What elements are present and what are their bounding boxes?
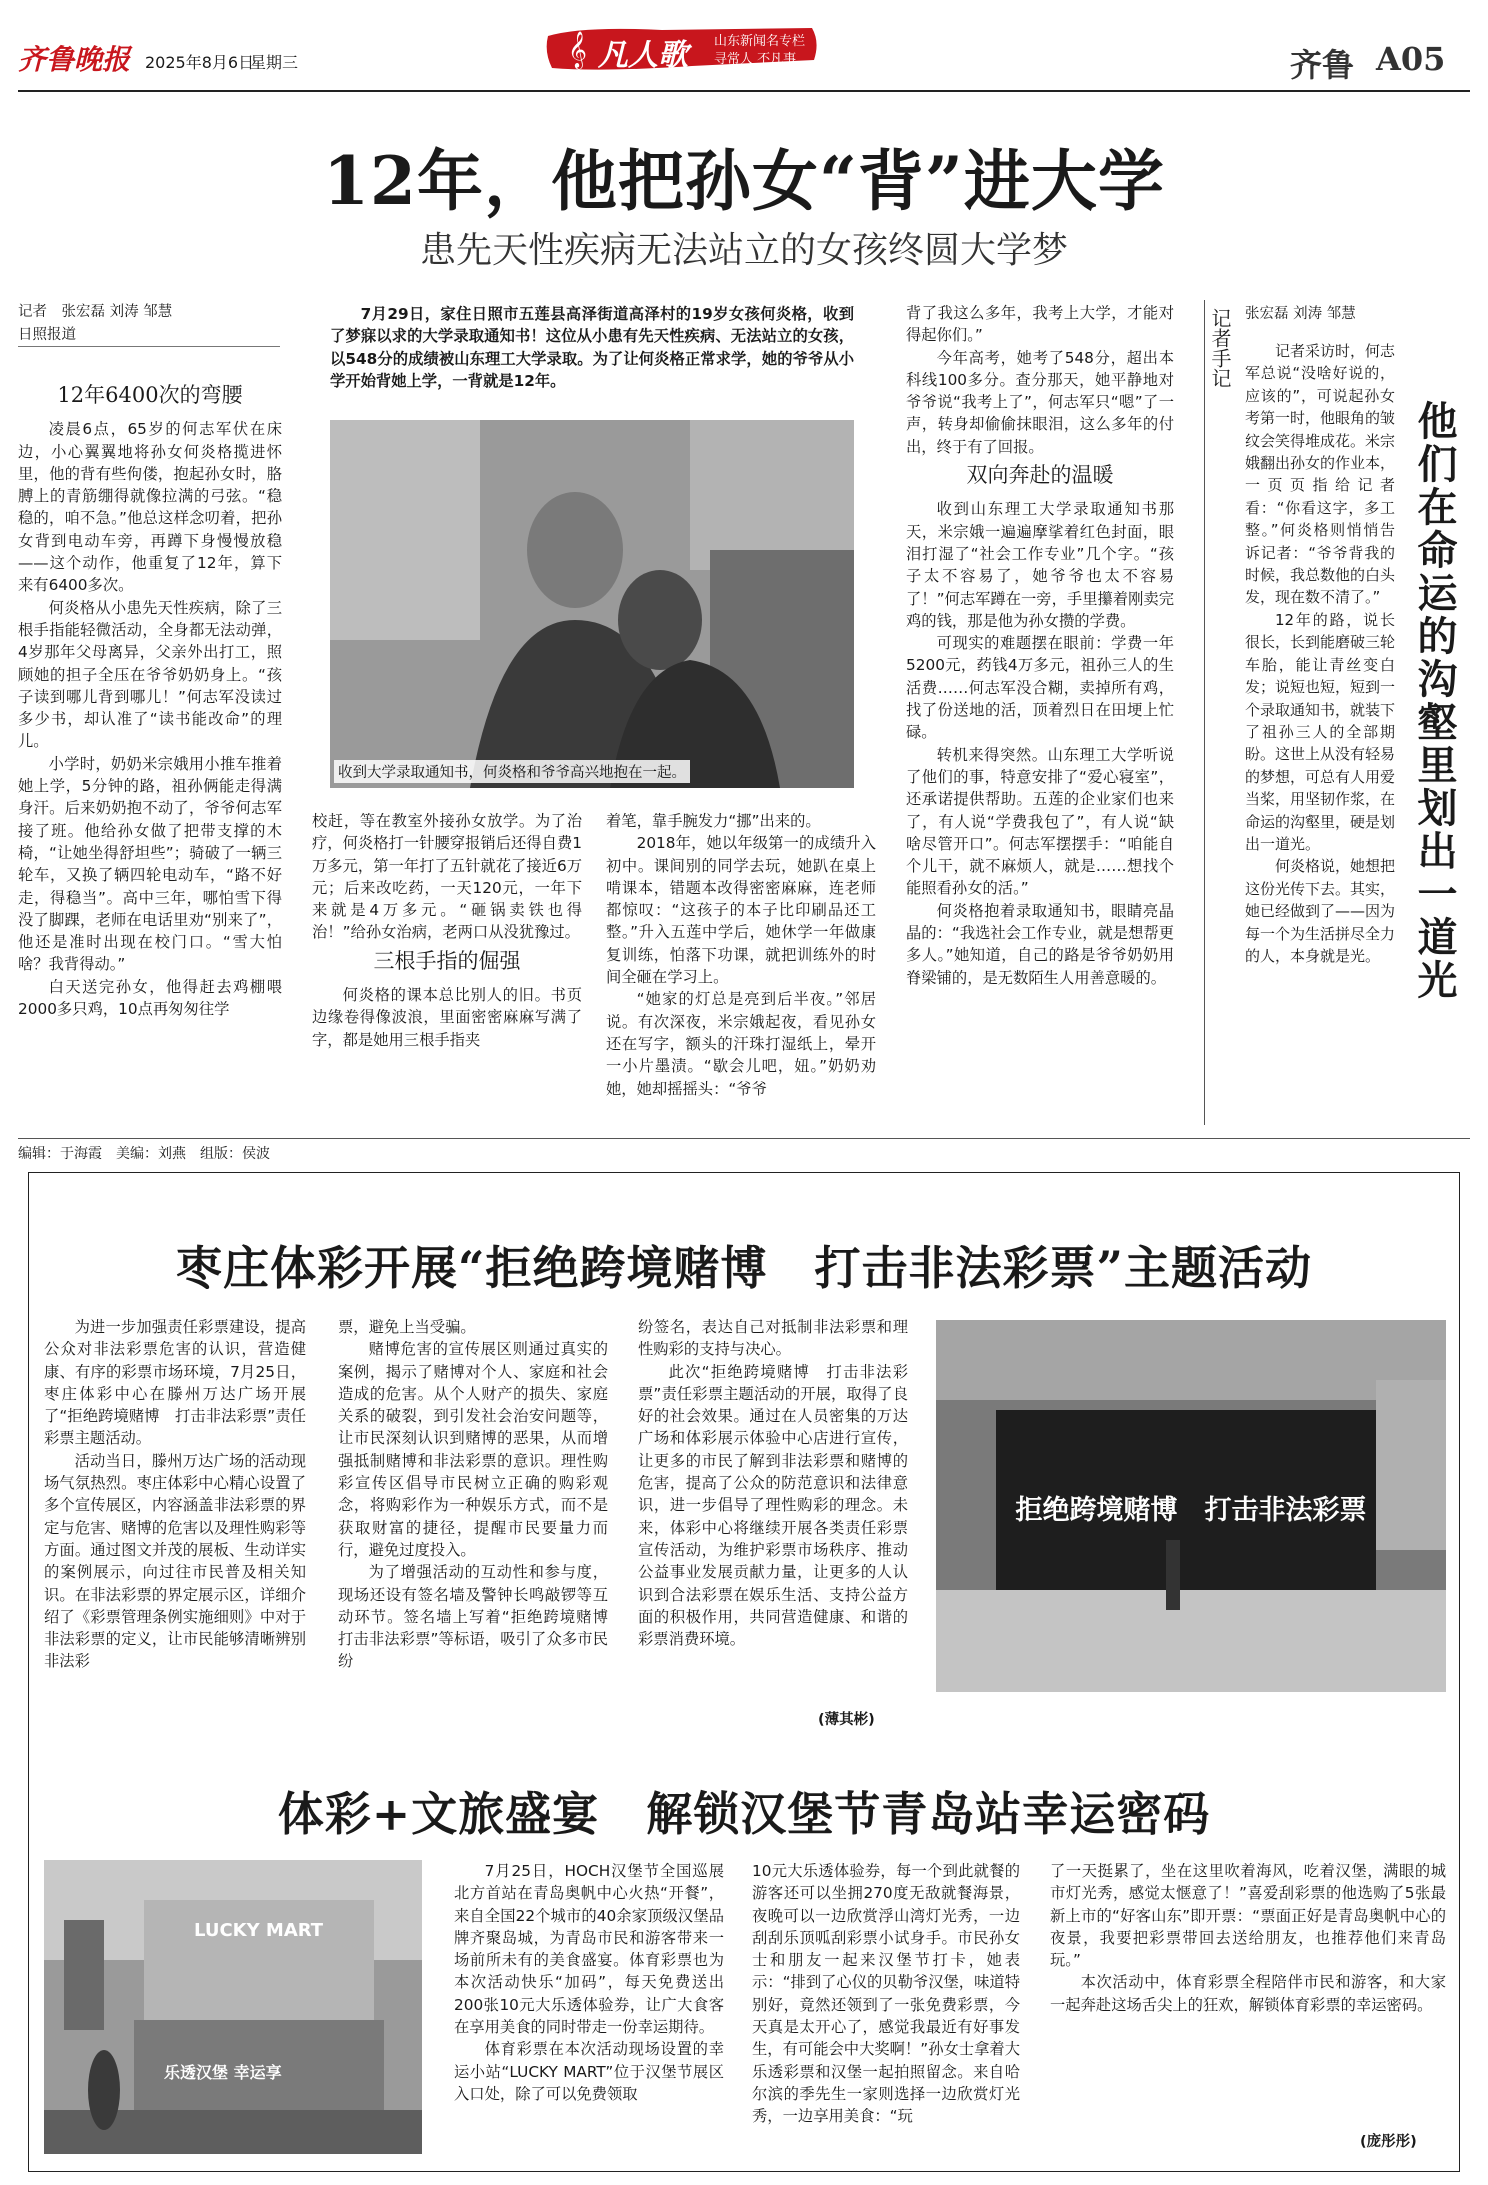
- ad1-c1-p1: 为进一步加强责任彩票建设，提高公众对非法彩票危害的认识，营造健康、有序的彩票市场环境，7月25日，枣庄体彩中心在滕州万达广场开展了“拒绝跨境赌博 打击非法彩票”责任彩票主题活动。: [44, 1318, 306, 1448]
- byline-rule: [18, 346, 280, 347]
- main-c1-p2: 何炎格从小患先天性疾病，除了三根手指能轻微活动，全身都无法动弹，4岁那年父母离异，父亲外出打工，照顾她的担子全压在爷爷奶奶身上。“孩子读到哪儿背到哪儿！”何志军没读过多少书，却认准了“读书能改命”的理儿。: [18, 598, 282, 751]
- main-subhead: 患先天性疾病无法站立的女孩终圆大学梦: [419, 230, 1068, 271]
- note-p3: 何炎格说，她想把这份光传下去。其实，她已经做到了——因为每一个为生活拼尽全力的人，本身就是光。: [1245, 857, 1396, 965]
- note-byline: 张宏磊 刘涛 邹慧: [1245, 306, 1356, 322]
- column-logo-text: 凡人歌: [598, 38, 688, 73]
- main-c4-p1: 背了我这么多年，我考上大学，才能对得起你们。”: [906, 304, 1174, 345]
- main-c4-p2: 今年高考，她考了548分，超出本科线100多分。查分那天，她平静地对爷爷说“我考上了”，何志军只“嗯”了一声，转身却偷偷抹眼泪，这么多年的付出，终于有了回报。: [906, 348, 1174, 456]
- main-column-4: [906, 302, 1174, 1135]
- ad2-column-2: [752, 1860, 1020, 2160]
- ad1-author: (薄其彬): [818, 1712, 875, 1728]
- ad2-headline: 体彩+文旅盛宴 解锁汉堡节青岛站幸运密码: [277, 1787, 1211, 1841]
- main-byline-location: 日照报道: [18, 327, 76, 343]
- column-tag-1: 山东新闻名专栏: [714, 34, 806, 49]
- main-c2-p1: 校赶，等在教室外接孙女放学。为了治疗，何炎格打一针腰穿报销后还得自费1万多元，第一年打了五针就花了接近6万元；后来改吃药，一天120元，一年下来就是4万多元。“砸锅卖铁也得治！”给孙女治病，老两口从没犹豫过。: [312, 812, 582, 942]
- column-tag-2: 寻常人 不凡事: [714, 52, 797, 67]
- main-photo-illustration: [330, 420, 854, 788]
- lead-paragraph: 7月29日，家住日照市五莲县高泽街道高泽村的19岁女孩何炎格，收到了梦寐以求的大学录取通知书！这位从小患有先天性疾病、无法站立的女孩，以548分的成绩被山东理工大学录取。为了让何炎格正常求学，她的爷爷从小学开始背她上学，一背就是12年。: [330, 305, 854, 390]
- subhead-1: 12年6400次的弯腰: [57, 383, 243, 407]
- masthead-date: 2025年8月6日: [145, 53, 255, 72]
- main-column-2: [312, 810, 582, 1135]
- ad1-photo: [936, 1320, 1446, 1692]
- ad2-photo: [44, 1860, 422, 2154]
- ad2-column-1: [454, 1860, 724, 2160]
- ad2-c1-p2: 体育彩票在本次活动现场设置的幸运小站“LUCKY MART”位于汉堡节展区入口处，除了可以免费领取: [454, 2040, 724, 2103]
- main-c1-p1: 凌晨6点，65岁的何志军伏在床边，小心翼翼地将孙女何炎格揽进怀里，他的背有些佝偻，抱起孙女时，胳膊上的青筋绷得就像拉满的弓弦。“稳稳的，咱不急。”他总这样念叨着，把孙女背到电动车旁，再蹲下身慢慢放稳——这个动作，他重复了12年，算下来有6400多次。: [18, 420, 282, 595]
- ad2-photo-illustration: [44, 1860, 422, 2154]
- note-left-rule: [1204, 300, 1205, 1125]
- subhead-3: 双向奔赴的温暖: [966, 463, 1114, 488]
- ad1-c1-p2: 活动当日，滕州万达广场的活动现场气氛热烈。枣庄体彩中心精心设置了多个宣传展区，内容涵盖非法彩票的界定与危害、赌博的危害以及理性购彩等方面。通过图文并茂的展板、生动详实的案例展示，向过往市民普及相关知识。在非法彩票的界定展示区，详细介绍了《彩票管理条例实施细则》中对于非法彩票的定义，让市民能够清晰辨别非法彩: [44, 1451, 306, 1671]
- main-c3-p3: “她家的灯总是亮到后半夜。”邻居说。有次深夜，米宗娥起夜，看见孙女还在写字，额头的汗珠打湿纸上，晕开一小片墨渍。“歇会儿吧，妞。”奶奶劝她，她却摇摇头：“爷爷: [606, 990, 876, 1098]
- ad1-column-1: [44, 1316, 306, 1724]
- treble-clef-icon: 𝄞: [568, 30, 587, 68]
- main-c1-p4: 白天送完孙女，他得赶去鸡棚喂2000多只鸡，10点再匆匆往学: [18, 977, 282, 1019]
- ad1-column-2: [338, 1316, 624, 1724]
- main-c4-p4: 可现实的难题摆在眼前：学费一年5200元，药钱4万多元，祖孙三人的生活费……何志军没合糊，卖掉所有鸡，找了份送地的活，顶着烈日在田埂上忙碌。: [906, 634, 1174, 742]
- ad1-column-3: [638, 1316, 908, 1706]
- column-logo-banner: [542, 22, 822, 78]
- ad1-c3-p2: 此次“拒绝跨境赌博 打击非法彩票”责任彩票主题活动的开展，取得了良好的社会效果。通过在人员密集的万达广场和体彩展示体验中心店进行宣传，让更多的市民了解到非法彩票和赌博的危害，提高了公众的防范意识和法律意识，进一步倡导了理性购彩的理念。未来，体彩中心将继续开展各类责任彩票宣传活动，为维护彩票市场秩序、推动公益事业发展贡献力量，让更多的人认识到合法彩票在娱乐生活、支持公益方面的积极作用，共同营造健康、和谐的彩票消费环境。: [638, 1362, 908, 1649]
- masthead-paper-name: 齐鲁晚报: [18, 43, 131, 76]
- main-photo: [330, 420, 854, 788]
- ad1-photo-banner: 拒绝跨境赌博 打击非法彩票: [1015, 1495, 1367, 1526]
- main-column-3: [606, 810, 876, 1135]
- masthead-rule: [18, 90, 1470, 92]
- ad2-c3-p2: 本次活动中，体育彩票全程陪伴市民和游客，和大家一起奔赴这场舌尖上的狂欢，解锁体育彩票的幸运密码。: [1050, 1973, 1446, 2014]
- section-name: 齐鲁: [1290, 46, 1355, 84]
- note-p1: 记者采访时，何志军总说“没啥好说的，应该的”，可说起孙女考第一时，他眼角的皱纹会笑得堆成花。米宗娥翻出孙女的作业本，一页页指给记者看：“你看这字，多工整。”何炎格则悄悄告诉记者：“爷爷背我的时候，我总数他的白头发，现在数不清了。”: [1245, 342, 1396, 607]
- editors-line: 编辑：于海霞 美编：刘燕 组版：侯波: [18, 1146, 270, 1162]
- masthead-weekday: 星期三: [250, 53, 299, 72]
- ad2-photo-sign: LUCKY MART: [194, 1920, 324, 1941]
- ad2-column-3: [1050, 1860, 1446, 2130]
- ad2-c3-p1: 了一天挺累了，坐在这里吹着海风，吃着汉堡，满眼的城市灯光秀，感觉太惬意了！”喜爱刮彩票的他选购了5张最新上市的“好客山东”即开票：“票面正好是青岛奥帆中心的夜景，我要把彩票带回去送给朋友，也推荐他们来青岛玩。”: [1050, 1862, 1446, 1970]
- ad2-c1-p1: 7月25日，HOCH汉堡节全国巡展北方首站在青岛奥帆中心火热“开餐”，来自全国22个城市的40余家顶级汉堡品牌齐聚岛城，为青岛市民和游客带来一场前所未有的美食盛宴。体育彩票也为本次活动快乐“加码”，每天免费送出200张10元大乐透体验券，让广大食客在享用美食的同时带走一份幸运期待。: [454, 1862, 724, 2037]
- ad1-c3-p1: 纷签名，表达自己对抵制非法彩票和理性购彩的支持与决心。: [638, 1318, 908, 1359]
- ad1-headline: 枣庄体彩开展“拒绝跨境赌博 打击非法彩票”主题活动: [176, 1241, 1312, 1295]
- main-c2-p2: 何炎格的课本总比别人的旧。书页边缘卷得像波浪，里面密密麻麻写满了字，都是她用三根手指夹: [312, 986, 582, 1049]
- ad2-c2-p1: 10元大乐透体验券，每一个到此就餐的游客还可以坐拥270度无敌就餐海景，夜晚可以一边欣赏浮山湾灯光秀，一边刮刮乐顶呱刮彩票小试身手。市民孙女士和朋友一起来汉堡节打卡，她表示：“排到了心仪的贝勒爷汉堡，味道特别好，竟然还领到了一张免费彩票，今天真是太开心了，感觉我最近有好事发生，有可能会中大奖啊！”孙女士拿着大乐透彩票和汉堡一起拍照留念。来自哈尔滨的季先生一家则选择一边欣赏灯光秀，一边享用美食：“玩: [752, 1862, 1020, 2126]
- main-c4-p5: 转机来得突然。山东理工大学听说了他们的事，特意安排了“爱心寝室”，还承诺提供帮助。五莲的企业家们也来了，有人说“学费我包了”，有人说“缺啥尽管开口”。何志军摆摆手：“咱能自个儿干，就不麻烦人，就是……想找个能照看孙女的活。”: [906, 745, 1174, 898]
- page-number: A05: [1376, 40, 1446, 78]
- main-c3-p2: 2018年，她以年级第一的成绩升入初中。课间别的同学去玩，她趴在桌上啃课本，错题本改得密密麻麻，连老师都惊叹：“这孩子的本子比印刷品还工整。”升入五莲中学后，她休学一年做康复训练，怕落下功课，就把训练外的时间全砸在学习上。: [606, 834, 876, 987]
- main-c4-p6: 何炎格抱着录取通知书，眼睛亮晶晶的：“我选社会工作专业，就是想帮更多人。”她知道，自己的路是爷爷奶奶用脊梁铺的，是无数陌生人用善意暖的。: [906, 901, 1174, 987]
- subhead-2: 三根手指的倔强: [373, 948, 521, 973]
- main-headline: 12年，他把孙女“背”进大学: [323, 142, 1165, 220]
- ad1-c2-p1: 票，避免上当受骗。: [338, 1318, 476, 1336]
- ad1-c2-p3: 为了增强活动的互动性和参与度，现场还设有签名墙及警钟长鸣敲锣等互动环节。签名墙上写着“拒绝跨境赌博 打击非法彩票”等标语，吸引了众多市民纷: [338, 1563, 624, 1671]
- main-photo-caption: 收到大学录取通知书，何炎格和爷爷高兴地抱在一起。: [334, 760, 690, 783]
- ad1-c2-p2: 赌博危害的宣传展区则通过真实的案例，揭示了赌博对个人、家庭和社会造成的危害。从个人财产的损失、家庭关系的破裂，到引发社会治安问题等，让市民深刻认识到赌博的恶果，从而增强抵制赌博和非法彩票的意识。理性购彩宣传区倡导市民树立正确的购彩观念，将购彩作为一种娱乐方式，而不是获取财富的捷径，提醒市民要量力而行，避免过度投入。: [338, 1340, 608, 1559]
- ad2-photo-sign-2: 乐透汉堡 幸运享: [164, 2063, 282, 2082]
- main-c4-p3: 收到山东理工大学录取通知书那天，米宗娥一遍遍摩挲着红色封面，眼泪打湿了“社会工作专业”几个字。“孩子太不容易了，她爷爷也太不容易了！”何志军蹲在一旁，手里攥着刚卖完鸡的钱，那是他为孙女攒的学费。: [906, 500, 1174, 630]
- main-c3-p1: 着笔，靠手腕发力“挪”出来的。: [606, 812, 821, 830]
- note-text: [1245, 340, 1395, 1130]
- note-label: 记者手记: [1208, 308, 1232, 388]
- main-column-1: [18, 384, 282, 1134]
- main-byline: 记者 张宏磊 刘涛 邹慧: [18, 304, 173, 320]
- editors-rule: [18, 1138, 1470, 1139]
- ad2-author: (庞彤彤): [1360, 2134, 1417, 2150]
- note-p2: 12年的路，说长很长，长到能磨破三轮车胎，能让青丝变白发；说短也短，短到一个录取通知书，就装下了祖孙三人的全部期盼。这世上从没有轻易的梦想，可总有人用爱当桨，用坚韧作浆，在命运的沟壑里，硬是划出一道光。: [1245, 610, 1396, 853]
- main-c1-p3: 小学时，奶奶米宗娥用小推车推着她上学，5分钟的路，祖孙俩能走得满身汗。后来奶奶抱不动了，爷爷何志军接了班。他给孙女做了把带支撑的木椅，“让她坐得舒坦些”；骑破了一辆三轮车，又换了辆四轮电动车，“路不好走，得稳当”。高中三年，哪怕雪下得没了脚踝，老师在电话里劝“别来了”，他还是准时出现在校门口。“雪大怕啥？我背得动。”: [18, 754, 282, 974]
- note-title: 他们在命运的沟壑里划出一道光: [1411, 400, 1458, 1002]
